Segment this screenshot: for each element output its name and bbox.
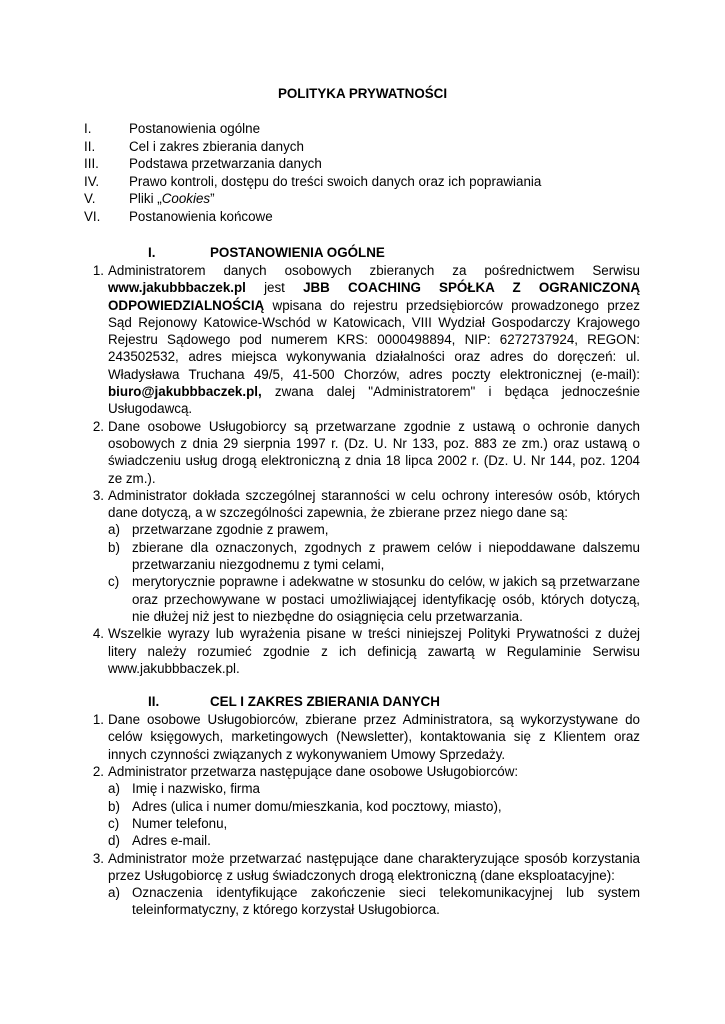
- paragraph-text: Administrator dokłada szczególnej staranności w celu ochrony interesów osób, których dane dotyczą, a w szczególności zapewnia, że zbierane przez niego dane są:: [108, 487, 640, 521]
- paragraph-text: [108, 262, 640, 418]
- paragraph-number: 2.: [92, 418, 104, 434]
- list-text: zbierane dla oznaczonych, zgodnych z prawem celów i niepoddawane dalszemu przetwarzaniu niezgodnemu z tymi celami,: [132, 539, 640, 573]
- paragraph-text: Wszelkie wyrazy lub wyrażenia pisane w treści niniejszej Polityki Prywatności z dużej litery należy rozumieć zgodnie z ich definicją zawartą w Regulaminie Serwisu www.jakubbbaczek.pl.: [108, 626, 640, 676]
- toc-item: [84, 155, 644, 173]
- list-letter: b): [108, 798, 120, 814]
- list-letter: a): [108, 885, 120, 901]
- list-letter: c): [108, 574, 120, 590]
- section-number: I.: [148, 245, 156, 260]
- list-text: Adres (ulica i numer domu/mieszkania, kod pocztowy, miasto),: [132, 798, 502, 814]
- paragraph-number: 2.: [92, 764, 104, 780]
- section-heading: [84, 693, 640, 711]
- toc-item: [84, 190, 644, 208]
- paragraph: [84, 625, 640, 677]
- list-letter: a): [108, 522, 120, 538]
- paragraph-text: Administrator może przetwarzać następujące dane charakteryzujące sposób korzystania przez Usługobiorcę z usług świadczonych drogą elektroniczną (dane eksploatacyjne):: [108, 850, 640, 883]
- list-letter: d): [108, 833, 120, 849]
- text-run: Administratorem danych osobowych zbieranych za pośrednictwem Serwisu: [108, 263, 640, 278]
- toc-label: Postanowienia ogólne: [129, 121, 261, 136]
- toc-number: IV.: [84, 173, 100, 189]
- paragraph: [84, 262, 640, 418]
- list-item: [84, 815, 640, 832]
- section-heading: [84, 244, 640, 262]
- list-item: [84, 573, 640, 625]
- spacer: [84, 677, 640, 693]
- list-item: [84, 539, 640, 574]
- email-link[interactable]: biuro@jakubbbaczek.pl,: [108, 384, 262, 400]
- paragraph: [84, 850, 640, 885]
- list-item: [84, 780, 640, 797]
- list-text: Numer telefonu,: [132, 815, 228, 831]
- list-letter: a): [108, 781, 120, 797]
- toc-number: VI.: [84, 208, 101, 224]
- list-text: merytorycznie poprawne i adekwatne w stosunku do celów, w jakich są przetwarzane oraz przechowywane w postaci umożliwiającej identyfikację osób, których dotyczą, nie dłużej niż jest to niezbędne do osiągnięcia celu przetwarzania.: [132, 574, 640, 624]
- list-letter: b): [108, 539, 120, 555]
- toc-item: [84, 120, 644, 138]
- table-of-contents: [84, 120, 644, 226]
- list-item: [84, 832, 640, 849]
- toc-label: Podstawa przetwarzania danych: [129, 156, 322, 172]
- paragraph-text: Administrator przetwarza następujące dane osobowe Usługobiorców:: [108, 764, 519, 780]
- toc-label-em: Cookies: [161, 191, 211, 207]
- section-number: II.: [148, 694, 160, 710]
- toc-label: Cel i zakres zbierania danych: [129, 138, 304, 154]
- list-item: [84, 798, 640, 815]
- company-name: JBB COACHING SPÓŁKA Z OGRANICZONĄ ODPOWIEDZIALNOŚCIĄ: [108, 280, 640, 313]
- paragraph: [84, 711, 640, 763]
- paragraph: [84, 418, 640, 487]
- toc-label: Postanowienia końcowe: [129, 208, 273, 224]
- toc-item: [84, 173, 644, 191]
- document-title: POLITYKA PRYWATNOŚCI: [277, 86, 448, 101]
- document-body: [84, 244, 640, 919]
- paragraph-number: 3.: [92, 850, 104, 866]
- section-title: POSTANOWIENIA OGÓLNE: [210, 245, 385, 260]
- list-text: Adres e-mail.: [132, 833, 211, 849]
- paragraph-number: 4.: [92, 626, 104, 642]
- paragraph-number: 3.: [92, 487, 104, 503]
- toc-item: [84, 138, 644, 156]
- list-letter: c): [108, 815, 120, 831]
- paragraph: [84, 763, 640, 780]
- list-text: Imię i nazwisko, firma: [132, 781, 260, 797]
- toc-label: Prawo kontroli, dostępu do treści swoich danych oraz ich poprawiania: [129, 173, 542, 189]
- toc-label-pre: Pliki „: [129, 191, 162, 207]
- toc-number: I.: [84, 121, 92, 136]
- toc-number: II.: [84, 138, 96, 154]
- text-run: wpisana do rejestru przedsiębiorców prowadzonego przez Sąd Rejonowy Katowice-Wschód w Katowicach, VIII Wydział Gospodarczy Krajowego Rejestru Sądowego pod numerem KRS: 0000498894, NIP: 6272737924, REGON: 243502532, adres miejsca wykonywania działalności oraz adres do doręczeń: ul. Władysława Truchana 49/5, 41-500 Chorzów, adres poczty elektronicznej (e-mail):: [108, 297, 640, 382]
- paragraph-text: Dane osobowe Usługobiorców, zbierane przez Administratora, są wykorzystywane do celów księgowych, marketingowych (Newsletter), kontaktowania się z Klientem oraz innych czynności związanych z wykonywaniem Umowy Sprzedaży.: [108, 712, 640, 762]
- toc-item: [84, 208, 644, 226]
- list-item: [84, 884, 640, 919]
- paragraph: [84, 487, 640, 522]
- toc-number: III.: [84, 156, 99, 172]
- website-link[interactable]: www.jakubbbaczek.pl: [108, 280, 246, 296]
- paragraph-text: Dane osobowe Usługobiorcy są przetwarzane zgodnie z ustawą o ochronie danych osobowych z dnia 29 sierpnia 1997 r. (Dz. U. Nr 133, poz. 883 ze zm.) oraz ustawą o świadczeniu usług drogą elektroniczną z dnia 18 lipca 2002 r. (Dz. U. Nr 144, poz. 1204 ze zm.).: [108, 418, 640, 486]
- list-text: Oznaczenia identyfikujące zakończenie sieci telekomunikacyjnej lub system teleinformatyczny, z którego korzystał Usługobiorca.: [132, 885, 640, 918]
- list-text: przetwarzane zgodnie z prawem,: [132, 522, 329, 538]
- text-run: jest: [245, 280, 304, 296]
- toc-label-post: ”: [210, 191, 215, 207]
- paragraph-number: 1.: [92, 712, 104, 728]
- section-title: CEL I ZAKRES ZBIERANIA DANYCH: [210, 694, 440, 710]
- toc-label: [129, 190, 644, 208]
- text-run: zwana dalej "Administratorem" i będąca jednocześnie Usługodawcą.: [108, 384, 640, 417]
- toc-number: V.: [84, 191, 96, 207]
- paragraph-number: 1.: [92, 263, 104, 278]
- list-item: [84, 521, 640, 538]
